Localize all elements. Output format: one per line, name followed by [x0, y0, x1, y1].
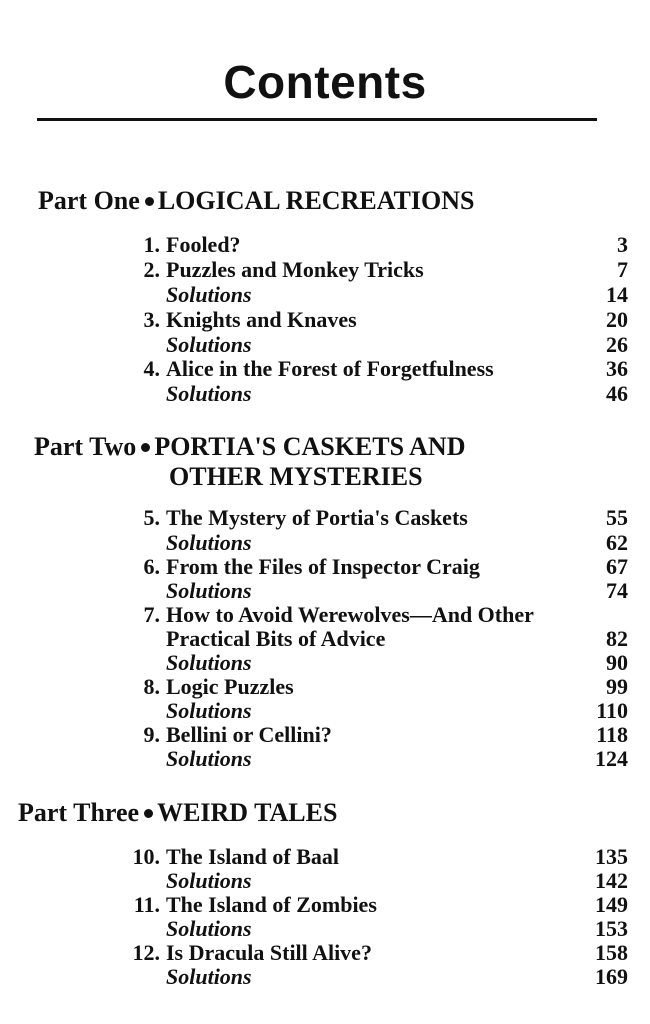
page-number: 7 [617, 257, 628, 282]
chapter-title: The Island of Baal [166, 844, 339, 869]
chapter-number: 12. [132, 940, 160, 965]
chapter-number: 9. [143, 722, 160, 747]
solutions-label: Solutions [166, 698, 252, 723]
page-number: 82 [606, 626, 628, 651]
chapter-number: 1. [143, 232, 160, 257]
toc-entry [0, 555, 650, 579]
solutions-label: Solutions [166, 964, 252, 989]
toc-solutions-row [0, 699, 650, 723]
part-name: PORTIA'S CASKETS AND [154, 432, 466, 461]
chapter-number: 11. [133, 892, 160, 917]
title-rule [37, 118, 597, 121]
chapter-number: 3. [143, 307, 160, 332]
toc-entry [0, 233, 650, 257]
toc-solutions-row [0, 579, 650, 603]
chapter-title: Practical Bits of Advice [166, 626, 386, 651]
chapter-title: Bellini or Cellini? [166, 722, 332, 747]
page-number: 158 [595, 940, 628, 965]
toc-solutions-row [0, 382, 650, 406]
toc-entry [0, 258, 650, 282]
chapter-number: 4. [143, 356, 160, 381]
page-number: 142 [595, 868, 628, 893]
toc-entry [0, 506, 650, 530]
part-name: WEIRD TALES [157, 798, 338, 827]
solutions-label: Solutions [166, 578, 252, 603]
solutions-label: Solutions [166, 868, 252, 893]
solutions-label: Solutions [166, 332, 252, 357]
toc-entry [0, 308, 650, 332]
part-name-continued: OTHER MYSTERIES [169, 462, 423, 491]
toc-solutions-row [0, 965, 650, 989]
page-number: 153 [595, 916, 628, 941]
bullet-icon [141, 443, 150, 452]
chapter-number: 7. [143, 602, 160, 627]
solutions-label: Solutions [166, 530, 252, 555]
toc-entry [0, 723, 650, 747]
chapter-title: Fooled? [166, 232, 241, 257]
chapter-title: Logic Puzzles [166, 674, 294, 699]
page-number: 135 [595, 844, 628, 869]
chapter-number: 8. [143, 674, 160, 699]
part-label: Part Three [18, 798, 140, 827]
toc-solutions-row [0, 651, 650, 675]
bullet-icon [145, 197, 154, 206]
chapter-title: The Mystery of Portia's Caskets [166, 505, 468, 530]
page-number: 99 [606, 674, 628, 699]
page-number: 149 [595, 892, 628, 917]
part-heading [34, 432, 465, 462]
solutions-label: Solutions [166, 381, 252, 406]
chapter-title: Puzzles and Monkey Tricks [166, 257, 424, 282]
part-heading [38, 186, 474, 216]
chapter-title: From the Files of Inspector Craig [166, 554, 480, 579]
chapter-number: 10. [132, 844, 160, 869]
page-number: 110 [596, 698, 628, 723]
page-number: 90 [606, 650, 628, 675]
toc-solutions-row [0, 917, 650, 941]
page-number: 169 [595, 964, 628, 989]
toc-solutions-row [0, 531, 650, 555]
page-number: 36 [606, 356, 628, 381]
chapter-number: 6. [143, 554, 160, 579]
chapter-number: 2. [143, 257, 160, 282]
chapter-title: The Island of Zombies [166, 892, 377, 917]
page-title: Contents [223, 56, 427, 108]
bullet-icon [144, 809, 153, 818]
solutions-label: Solutions [166, 282, 252, 307]
toc-entry [0, 603, 650, 627]
solutions-label: Solutions [166, 916, 252, 941]
part-name: LOGICAL RECREATIONS [157, 186, 475, 215]
page-number: 26 [606, 332, 628, 357]
page-number: 118 [596, 722, 628, 747]
page-number: 55 [606, 505, 628, 530]
page-number: 3 [617, 232, 628, 257]
chapter-title: Alice in the Forest of Forgetfulness [166, 356, 494, 381]
toc-solutions-row [0, 747, 650, 771]
page-number: 14 [606, 282, 628, 307]
toc-entry [0, 675, 650, 699]
chapter-title: How to Avoid Werewolves—And Other [166, 602, 534, 627]
solutions-label: Solutions [166, 746, 252, 771]
toc-entry [0, 627, 650, 651]
chapter-title: Knights and Knaves [166, 307, 357, 332]
toc-solutions-row [0, 333, 650, 357]
chapter-number: 5. [143, 505, 160, 530]
part-label: Part Two [34, 432, 137, 461]
toc-entry [0, 845, 650, 869]
toc-entry [0, 893, 650, 917]
page-number: 20 [606, 307, 628, 332]
solutions-label: Solutions [166, 650, 252, 675]
toc-entry [0, 941, 650, 965]
part-label: Part One [38, 186, 140, 215]
page-number: 62 [606, 530, 628, 555]
toc-entry [0, 357, 650, 381]
part-heading [18, 798, 337, 828]
toc-solutions-row [0, 283, 650, 307]
page-number: 74 [606, 578, 628, 603]
page-number: 124 [595, 746, 628, 771]
page-number: 67 [606, 554, 628, 579]
toc-solutions-row [0, 869, 650, 893]
page-number: 46 [606, 381, 628, 406]
chapter-title: Is Dracula Still Alive? [166, 940, 372, 965]
